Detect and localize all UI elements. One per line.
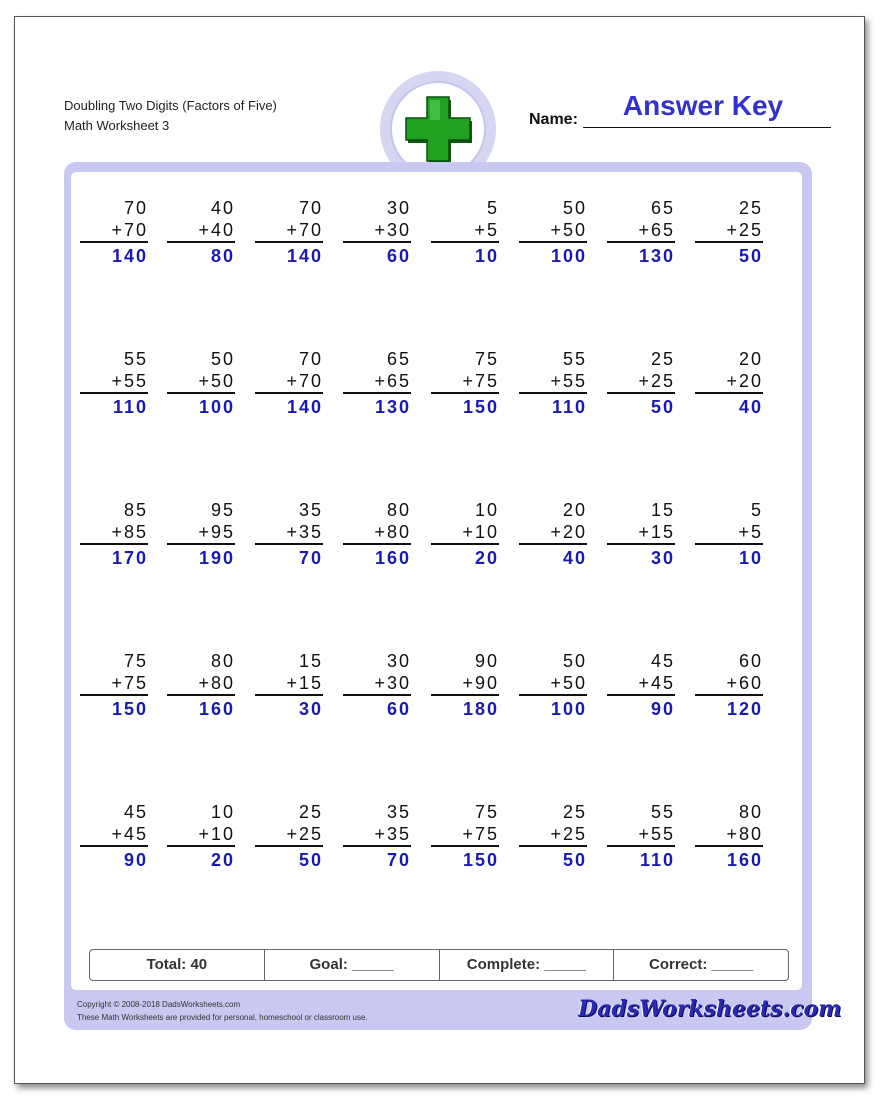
problem-answer: 10 <box>738 548 763 568</box>
problem <box>703 650 763 722</box>
problem-bottom-number: +25 <box>286 824 323 844</box>
problem <box>439 197 499 269</box>
problem-bottom-number: +80 <box>726 824 763 844</box>
dadsworksheets-logo: DadsWorksheets.com <box>578 996 842 1022</box>
problem-top-number: 25 <box>562 802 587 822</box>
problem <box>351 650 411 722</box>
problem-top-number: 45 <box>650 651 675 671</box>
problem-answer: 40 <box>562 548 587 568</box>
problem-top-number: 10 <box>474 500 499 520</box>
problem-top-number: 50 <box>562 198 587 218</box>
total-cell: Total: 40 <box>90 950 265 980</box>
problem-bottom-number: +70 <box>111 220 148 240</box>
problem-answer: 70 <box>298 548 323 568</box>
problem-bottom-number: +45 <box>111 824 148 844</box>
problem-answer: 140 <box>286 246 323 266</box>
problem-bottom-number: +25 <box>550 824 587 844</box>
problem-bottom-number: +25 <box>638 371 675 391</box>
problem-bottom-number: +55 <box>638 824 675 844</box>
problem-answer: 50 <box>298 850 323 870</box>
problem-top-number: 85 <box>123 500 148 520</box>
problem-top-number: 40 <box>210 198 235 218</box>
worksheet-title-line2: Math Worksheet 3 <box>64 118 170 133</box>
problem <box>263 801 323 873</box>
problem-answer: 90 <box>650 699 675 719</box>
problem-top-number: 20 <box>738 349 763 369</box>
problem-answer: 170 <box>111 548 148 568</box>
problem-bottom-number: +5 <box>474 220 499 240</box>
answer-key-text: Answer Key <box>622 90 784 121</box>
problem-top-number: 55 <box>123 349 148 369</box>
problem-answer: 50 <box>738 246 763 266</box>
problem-answer: 160 <box>198 699 235 719</box>
problem <box>703 499 763 571</box>
score-bar <box>89 949 789 981</box>
problem-bottom-number: +50 <box>550 220 587 240</box>
problem-top-number: 25 <box>738 198 763 218</box>
problem-bottom-number: +80 <box>374 522 411 542</box>
problem-top-number: 50 <box>562 651 587 671</box>
problem <box>439 801 499 873</box>
problem-top-number: 75 <box>474 349 499 369</box>
problem-answer: 80 <box>210 246 235 266</box>
problem-bottom-number: +70 <box>286 220 323 240</box>
problem-top-number: 50 <box>210 349 235 369</box>
problem-answer: 60 <box>386 699 411 719</box>
problem-bottom-number: +60 <box>726 673 763 693</box>
complete-cell: Complete: _____ <box>440 950 615 980</box>
problem-answer: 70 <box>386 850 411 870</box>
problem <box>263 197 323 269</box>
problem <box>703 348 763 420</box>
problem-top-number: 5 <box>750 500 763 520</box>
problem-top-number: 55 <box>650 802 675 822</box>
problem-bottom-number: +90 <box>462 673 499 693</box>
problem-top-number: 90 <box>474 651 499 671</box>
problem-answer: 20 <box>474 548 499 568</box>
name-line <box>583 127 831 128</box>
problem-top-number: 80 <box>386 500 411 520</box>
problem-answer: 60 <box>386 246 411 266</box>
problem-answer: 30 <box>650 548 675 568</box>
worksheet-title <box>64 96 277 136</box>
problem-bottom-number: +20 <box>550 522 587 542</box>
problem <box>175 650 235 722</box>
problem <box>527 348 587 420</box>
problem-top-number: 75 <box>474 802 499 822</box>
problem-top-number: 15 <box>298 651 323 671</box>
problem <box>175 801 235 873</box>
problem <box>615 348 675 420</box>
problem <box>88 197 148 269</box>
problem <box>615 499 675 571</box>
problem-answer: 100 <box>198 397 235 417</box>
problem-answer: 150 <box>462 397 499 417</box>
problem-bottom-number: +65 <box>638 220 675 240</box>
problem <box>88 499 148 571</box>
problem-top-number: 80 <box>738 802 763 822</box>
problem-top-number: 70 <box>298 349 323 369</box>
problem <box>615 801 675 873</box>
problem-answer: 140 <box>286 397 323 417</box>
problem-answer: 20 <box>210 850 235 870</box>
problem-bottom-number: +40 <box>198 220 235 240</box>
problem-bottom-number: +30 <box>374 673 411 693</box>
problem-answer: 130 <box>374 397 411 417</box>
problem <box>351 499 411 571</box>
problem-bottom-number: +55 <box>111 371 148 391</box>
problem-answer: 100 <box>550 246 587 266</box>
problem-answer: 120 <box>726 699 763 719</box>
problem-bottom-number: +75 <box>462 824 499 844</box>
problem-top-number: 55 <box>562 349 587 369</box>
problem-answer: 140 <box>111 246 148 266</box>
problem-top-number: 15 <box>650 500 675 520</box>
problem-bottom-number: +30 <box>374 220 411 240</box>
problem-answer: 50 <box>562 850 587 870</box>
copyright <box>77 998 368 1024</box>
problem-top-number: 20 <box>562 500 587 520</box>
problem <box>351 197 411 269</box>
problem-top-number: 25 <box>650 349 675 369</box>
problem <box>439 650 499 722</box>
problem-bottom-number: +20 <box>726 371 763 391</box>
problem-answer: 130 <box>638 246 675 266</box>
problem-answer: 110 <box>639 850 675 870</box>
problem-top-number: 65 <box>650 198 675 218</box>
goal-cell: Goal: _____ <box>265 950 440 980</box>
problem-bottom-number: +5 <box>738 522 763 542</box>
problem-bottom-number: +15 <box>286 673 323 693</box>
problem-bottom-number: +70 <box>286 371 323 391</box>
problem-answer: 40 <box>738 397 763 417</box>
problem-answer: 160 <box>726 850 763 870</box>
problem-top-number: 80 <box>210 651 235 671</box>
problem-answer: 110 <box>551 397 587 417</box>
problem-top-number: 60 <box>738 651 763 671</box>
copyright-line1: Copyright © 2008-2018 DadsWorksheets.com <box>77 1000 241 1009</box>
problem <box>88 650 148 722</box>
problem <box>263 499 323 571</box>
problem-top-number: 10 <box>210 802 235 822</box>
problem-bottom-number: +35 <box>286 522 323 542</box>
problem-bottom-number: +50 <box>550 673 587 693</box>
problem-answer: 50 <box>650 397 675 417</box>
problem-top-number: 25 <box>298 802 323 822</box>
correct-cell: Correct: _____ <box>649 956 754 973</box>
problem <box>175 197 235 269</box>
problem-answer: 10 <box>474 246 499 266</box>
problem-top-number: 95 <box>210 500 235 520</box>
problem-answer: 160 <box>374 548 411 568</box>
problem-bottom-number: +75 <box>111 673 148 693</box>
problem <box>175 348 235 420</box>
problem <box>527 650 587 722</box>
problem <box>351 348 411 420</box>
problem <box>703 801 763 873</box>
problem-answer: 100 <box>550 699 587 719</box>
problem-top-number: 35 <box>386 802 411 822</box>
problem-bottom-number: +25 <box>726 220 763 240</box>
problem <box>88 801 148 873</box>
name-label: Name: <box>529 111 578 128</box>
problem <box>263 650 323 722</box>
problem <box>439 499 499 571</box>
problem <box>439 348 499 420</box>
problem-top-number: 5 <box>486 198 499 218</box>
problem-answer: 90 <box>123 850 148 870</box>
problem-answer: 150 <box>462 850 499 870</box>
problem-top-number: 75 <box>123 651 148 671</box>
problem-answer: 190 <box>198 548 235 568</box>
worksheet-title-line1: Doubling Two Digits (Factors of Five) <box>64 98 277 113</box>
problem <box>527 801 587 873</box>
problem <box>527 197 587 269</box>
problem-top-number: 30 <box>386 651 411 671</box>
problem-top-number: 70 <box>123 198 148 218</box>
problem-bottom-number: +65 <box>374 371 411 391</box>
problem-top-number: 65 <box>386 349 411 369</box>
problem-bottom-number: +10 <box>462 522 499 542</box>
problem-bottom-number: +95 <box>198 522 235 542</box>
problem <box>351 801 411 873</box>
problem-bottom-number: +45 <box>638 673 675 693</box>
problem-top-number: 35 <box>298 500 323 520</box>
copyright-line2: These Math Worksheets are provided for personal, homeschool or classroom use. <box>77 1013 368 1022</box>
problem <box>615 197 675 269</box>
problem-bottom-number: +50 <box>198 371 235 391</box>
problem-bottom-number: +85 <box>111 522 148 542</box>
problem-answer: 150 <box>111 699 148 719</box>
problem <box>527 499 587 571</box>
problem-top-number: 45 <box>123 802 148 822</box>
green-plus-icon <box>400 91 476 167</box>
problem <box>263 348 323 420</box>
problem-top-number: 30 <box>386 198 411 218</box>
problem-answer: 110 <box>112 397 148 417</box>
problem-bottom-number: +80 <box>198 673 235 693</box>
problem-answer: 180 <box>462 699 499 719</box>
problem-top-number: 70 <box>298 198 323 218</box>
problem-bottom-number: +35 <box>374 824 411 844</box>
problem <box>703 197 763 269</box>
problem <box>175 499 235 571</box>
problem <box>88 348 148 420</box>
problem-answer: 30 <box>298 699 323 719</box>
problem-bottom-number: +10 <box>198 824 235 844</box>
problem <box>615 650 675 722</box>
problem-bottom-number: +75 <box>462 371 499 391</box>
problem-bottom-number: +55 <box>550 371 587 391</box>
problem-bottom-number: +15 <box>638 522 675 542</box>
